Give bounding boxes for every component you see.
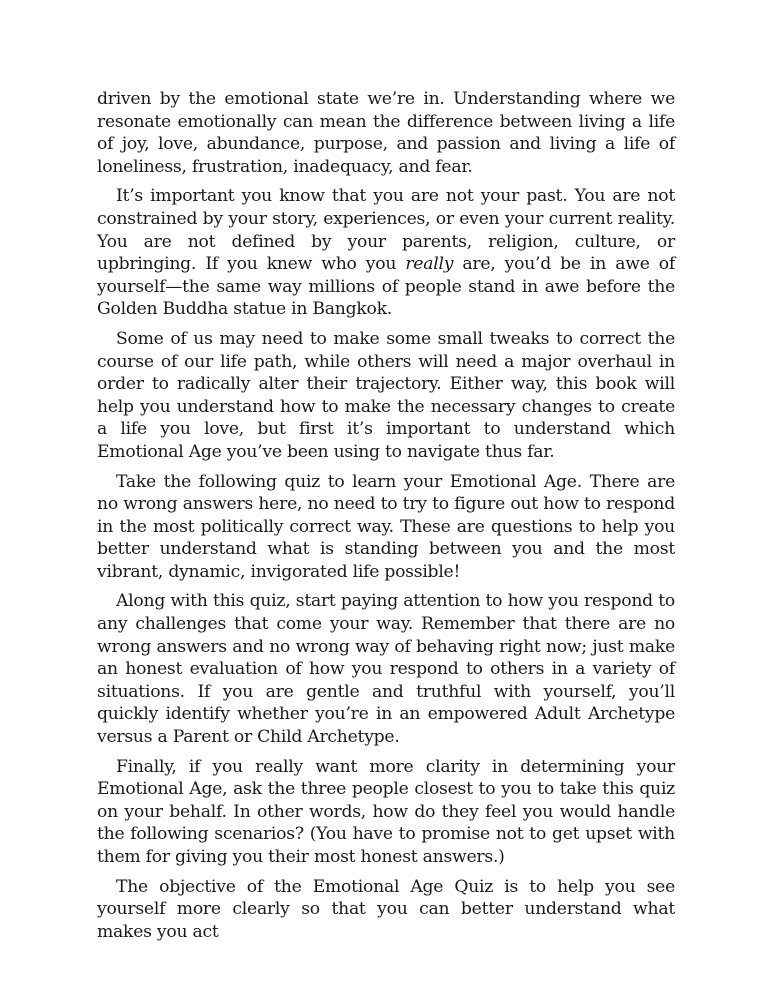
paragraph-2 [97, 185, 675, 321]
paragraph-1: driven by the emotional state we’re in. Understanding where we resonate emotionally can mean the difference between living a life of joy, love, abundance, purpose, and passion and living a life of loneliness, frustration, inadequacy, and fear. [97, 89, 675, 177]
paragraph-3: Some of us may need to make some small tweaks to correct the course of our life path, while others will need a major overhaul in order to radically alter their trajectory. Either way, this book will help you understand how to make the necessary changes to create a life you love, but first it’s important to understand which Emotional Age you’ve been using to navigate thus far. [97, 328, 675, 462]
paragraph-2-text-after: are, you’d be in awe of yourself—the same way millions of people stand in awe before the Golden Buddha statue in Bangkok. [97, 254, 675, 320]
paragraph-2-emphasis: really [405, 254, 454, 275]
paragraph-7: The objective of the Emotional Age Quiz is to help you see yourself more clearly so that you can better understand what makes you act [97, 876, 675, 942]
paragraph-6: Finally, if you really want more clarity in determining your Emotional Age, ask the three people closest to you to take this quiz on your behalf. In other words, how do they feel you would handle the following scenarios? (You have to promise not to get upset with them for giving you their most honest answers.) [97, 756, 675, 867]
paragraph-2-text-before: It’s important you know that you are not your past. You are not constrained by your story, experiences, or even your current reality. You are not defined by your parents, religion, culture, or upbringing. If you knew who you [97, 186, 675, 275]
paragraph-5: Along with this quiz, start paying attention to how you respond to any challenges that come your way. Remember that there are no wrong answers and no wrong way of behaving right now; just make an honest evaluation of how you respond to others in a variety of situations. If you are gentle and truthful with yourself, you’ll quickly identify whether you’re in an empowered Adult Archetype versus a Parent or Child Archetype. [97, 591, 675, 748]
paragraph-4: Take the following quiz to learn your Emotional Age. There are no wrong answers here, no need to try to figure out how to respond in the most politically correct way. These are questions to help you better understand what is standing between you and the most vibrant, dynamic, invigorated life possible! [97, 471, 675, 582]
page-body [97, 88, 675, 950]
